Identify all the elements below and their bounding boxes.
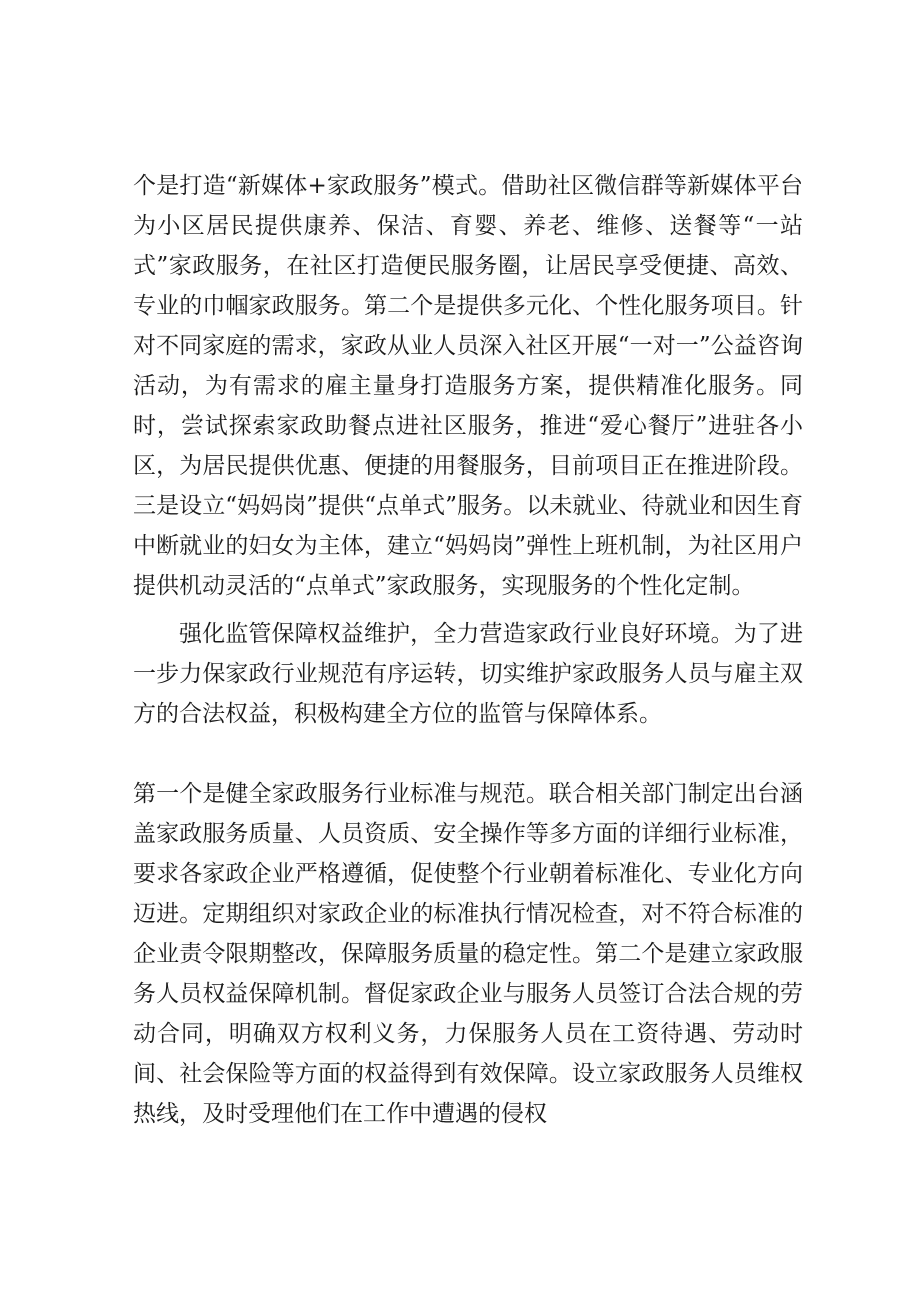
paragraph-home-service-models: 个是打造“新媒体+家政服务”模式。借助社区微信群等新媒体平台为小区居民提供康养、保洁、育婴、养老、维修、送餐等“一站式”家政服务，在社区打造便民服务圈，让居民享受便捷、高效、专业的巾帼家政服务。第二个是提供多元化、个性化服务项目。针对不同家庭的需求，家政从业人员深入社区开展“一对一”公益咨询活动，为有需求的雇主量身打造服务方案，提供精准化服务。同时，尝试探索家政助餐点进社区服务，推进“爱心餐厅”进驻各小区，为居民提供优惠、便捷的用餐服务，目前项目正在推进阶段。三是设立“妈妈岗”提供“点单式”服务。以未就业、待就业和因生育中断就业的妇女为主体，建立“妈妈岗”弹性上班机制，为社区用户提供机动灵活的“点单式”家政服务，实现服务的个性化定制。 [133, 173, 803, 599]
paragraph-standards-and-rights: 第一个是健全家政服务行业标准与规范。联合相关部门制定出台涵盖家政服务质量、人员资质、安全操作等多方面的详细行业标准，要求各家政企业严格遵循，促使整个行业朝着标准化、专业化方向迈进。定期组织对家政企业的标准执行情况检查，对不符合标准的企业责令限期整改，保障服务质量的稳定性。第二个是建立家政服务人员权益保障机制。督促家政企业与服务人员签订合法合规的劳动合同，明确双方权利义务，力保服务人员在工资待遇、劳动时间、社会保险等方面的权益得到有效保障。设立家政服务人员维权热线，及时受理他们在工作中遭遇的侵权 [133, 781, 803, 1127]
paragraph-supervision-intro: 强化监管保障权益维护，全力营造家政行业良好环境。为了进一步力保家政行业规范有序运转，切实维护家政服务人员与雇主双方的合法权益，积极构建全方位的监管与保障体系。 [133, 621, 803, 727]
